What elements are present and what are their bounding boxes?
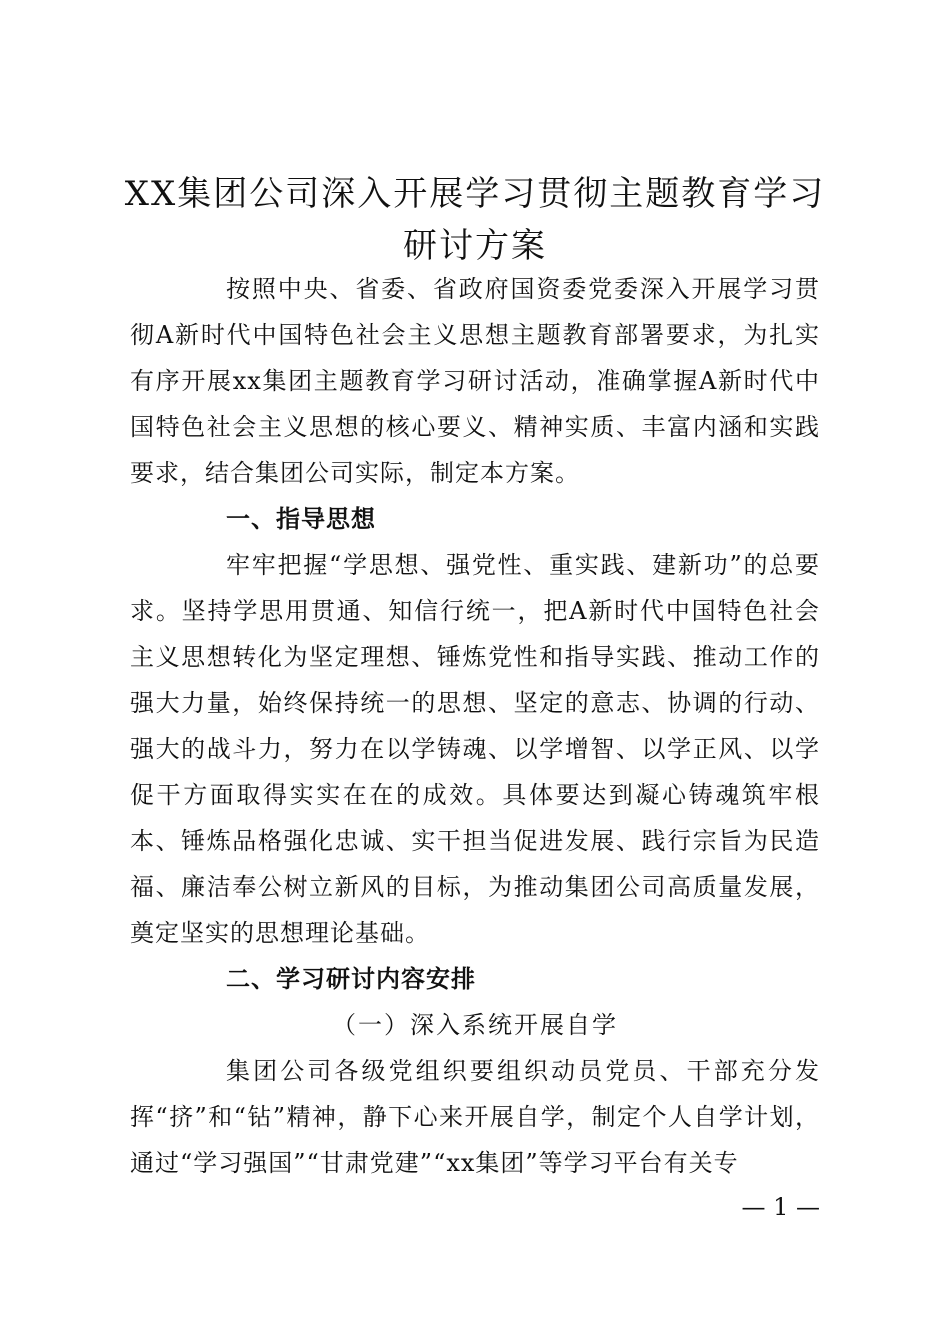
guiding-ideology-paragraph: 牢牢把握“学思想、强党性、重实践、建新功”的总要求。坚持学思用贯通、知信行统一，把A新时代中国特色社会主义思想转化为坚定理想、锤炼党性和指导实践、推动工作的强大力量，始终保持统一的思想、坚定的意志、协调的行动、强大的战斗力，努力在以学铸魂、以学增智、以学正风、以学促干方面取得实实在在的成效。具体要达到凝心铸魂筑牢根本、锤炼品格强化忠诚、实干担当促进发展、践行宗旨为民造福、廉洁奉公树立新风的目标，为推动集团公司高质量发展，奠定坚实的思想理论基础。 — [130, 551, 820, 947]
section-heading-study-content: 二、学习研讨内容安排 — [226, 965, 476, 993]
subsection-heading-self-study: （一）深入系统开展自学 — [332, 1011, 618, 1039]
page-number: — 1 — — [741, 1193, 820, 1221]
intro-paragraph: 按照中央、省委、省政府国资委党委深入开展学习贯彻A新时代中国特色社会主义思想主题教育部署要求，为扎实有序开展xx集团主题教育学习研讨活动，准确掌握A新时代中国特色社会主义思想的核心要义、精神实质、丰富内涵和实践要求，结合集团公司实际，制定本方案。 — [130, 275, 820, 487]
self-study-paragraph: 集团公司各级党组织要组织动员党员、干部充分发挥“挤”和“钻”精神，静下心来开展自学，制定个人自学计划，通过“学习强国”“甘肃党建”“xx集团”等学习平台有关专 — [130, 1057, 820, 1177]
document-title: XX集团公司深入开展学习贯彻主题教育学习研讨方案 — [124, 174, 826, 266]
section-heading-guiding-ideology: 一、指导思想 — [226, 505, 376, 533]
